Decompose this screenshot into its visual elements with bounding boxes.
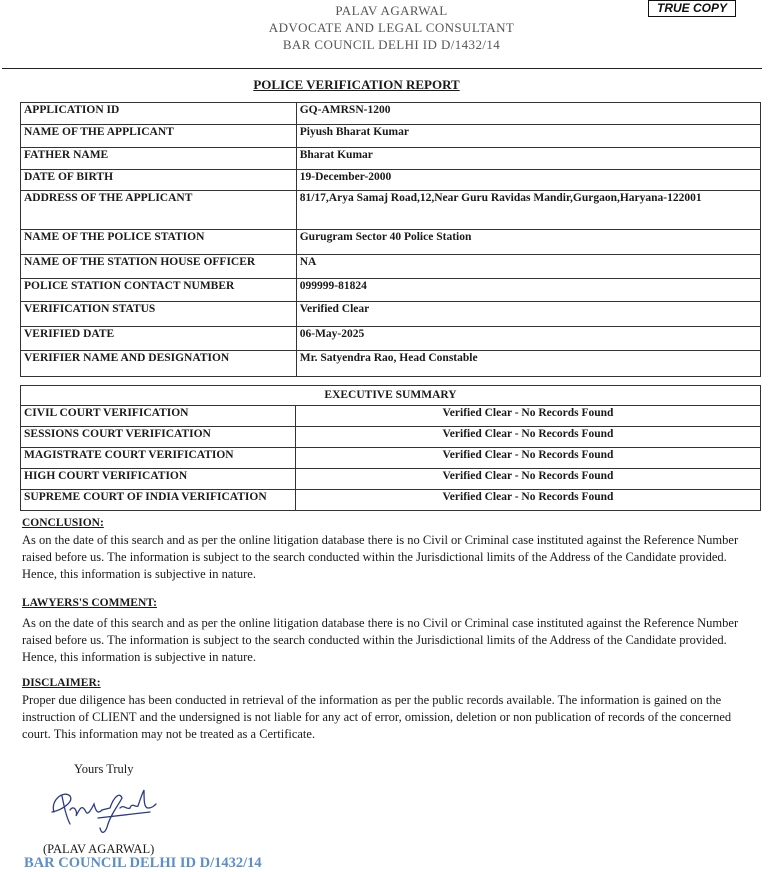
table-row: [21, 327, 761, 351]
court-status: Verified Clear - No Records Found: [296, 406, 761, 427]
detail-label: FATHER NAME: [21, 148, 297, 170]
table-row: [21, 170, 761, 191]
signature: [40, 782, 170, 840]
table-row: [21, 103, 761, 125]
conclusion-text: As on the date of this search and as per the online litigation database there is no Civil or Criminal case instituted against the Reference Number raised before us. The information is subject to the search conducted within the Jurisdictional limits of the Address of the Candidate provided. Hence, this information is subjective in nature.: [22, 533, 739, 581]
detail-label: ADDRESS OF THE APPLICANT: [21, 191, 297, 230]
detail-value: Bharat Kumar: [296, 148, 760, 170]
court-label: SUPREME COURT OF INDIA VERIFICATION: [21, 490, 296, 511]
detail-label: VERIFIER NAME AND DESIGNATION: [21, 351, 297, 377]
detail-label: VERIFICATION STATUS: [21, 302, 297, 327]
table-row: [21, 406, 761, 427]
detail-label: VERIFIED DATE: [21, 327, 297, 351]
court-label: SESSIONS COURT VERIFICATION: [21, 427, 296, 448]
court-status: Verified Clear - No Records Found: [296, 469, 761, 490]
court-label: MAGISTRATE COURT VERIFICATION: [21, 448, 296, 469]
table-row: [21, 469, 761, 490]
true-copy-stamp: TRUE COPY: [648, 0, 736, 17]
table-row: [21, 279, 761, 302]
detail-value: 06-May-2025: [296, 327, 760, 351]
advocate-name: PALAV AGARWAL: [335, 3, 448, 18]
table-row: [21, 255, 761, 279]
detail-value: Verified Clear: [296, 302, 760, 327]
header-bar-id: BAR COUNCIL DELHI ID D/1432/14: [282, 37, 501, 52]
detail-value: NA: [296, 255, 760, 279]
detail-value: GQ-AMRSN-1200: [296, 103, 760, 125]
table-row: [21, 386, 761, 406]
court-label: CIVIL COURT VERIFICATION: [21, 406, 296, 427]
report-title: POLICE VERIFICATION REPORT: [253, 77, 460, 92]
table-row: [21, 148, 761, 170]
executive-summary-table: [20, 385, 761, 511]
detail-value: Gurugram Sector 40 Police Station: [296, 230, 760, 255]
court-status: Verified Clear - No Records Found: [296, 490, 761, 511]
closing-salutation: Yours Truly: [74, 762, 134, 776]
detail-value: Piyush Bharat Kumar: [296, 125, 760, 148]
detail-label: NAME OF THE STATION HOUSE OFFICER: [21, 255, 297, 279]
court-status: Verified Clear - No Records Found: [296, 427, 761, 448]
detail-label: NAME OF THE POLICE STATION: [21, 230, 297, 255]
table-row: [21, 448, 761, 469]
table-row: [21, 427, 761, 448]
advocate-profession: ADVOCATE AND LEGAL CONSULTANT: [268, 20, 515, 35]
table-row: [21, 302, 761, 327]
table-row: [21, 490, 761, 511]
disclaimer-heading: DISCLAIMER:: [22, 677, 101, 689]
detail-label: APPLICATION ID: [21, 103, 297, 125]
conclusion-heading: CONCLUSION:: [22, 517, 104, 529]
header-divider: [2, 68, 762, 69]
table-row: [21, 230, 761, 255]
executive-summary-heading: EXECUTIVE SUMMARY: [21, 386, 761, 406]
detail-value: 19-December-2000: [296, 170, 760, 191]
detail-value: 81/17,Arya Samaj Road,12,Near Guru Ravidas Mandir,Gurgaon,Haryana-122001: [296, 191, 760, 230]
table-row: [21, 351, 761, 377]
lawyers-comment-heading: LAWYERS'S COMMENT:: [22, 597, 157, 609]
lawyers-comment-text: As on the date of this search and as per the online litigation database there is no Civil or Criminal case instituted against the Reference Number raised before us. The information is subject to the search conducted within the Jurisdictional limits of the Address of the Candidate provided. Hence, this information is subjective in nature.: [22, 616, 739, 664]
disclaimer-text: Proper due diligence has been conducted in retrieval of the information as per the public records available. The information is gained on the instruction of CLIENT and the undersigned is not liable for any act of error, omission, deletion or non publication of records of the concerned court. This information may not be treated as a Certificate.: [22, 693, 732, 741]
court-label: HIGH COURT VERIFICATION: [21, 469, 296, 490]
detail-label: NAME OF THE APPLICANT: [21, 125, 297, 148]
court-status: Verified Clear - No Records Found: [296, 448, 761, 469]
details-table: [20, 102, 761, 377]
detail-value: 099999-81824: [296, 279, 760, 302]
table-row: [21, 191, 761, 230]
detail-label: DATE OF BIRTH: [21, 170, 297, 191]
detail-value: Mr. Satyendra Rao, Head Constable: [296, 351, 760, 377]
table-row: [21, 125, 761, 148]
signatory-name: (PALAV AGARWAL): [43, 842, 155, 856]
footer-bar-id: BAR COUNCIL DELHI ID D/1432/14: [24, 855, 262, 871]
detail-label: POLICE STATION CONTACT NUMBER: [21, 279, 297, 302]
